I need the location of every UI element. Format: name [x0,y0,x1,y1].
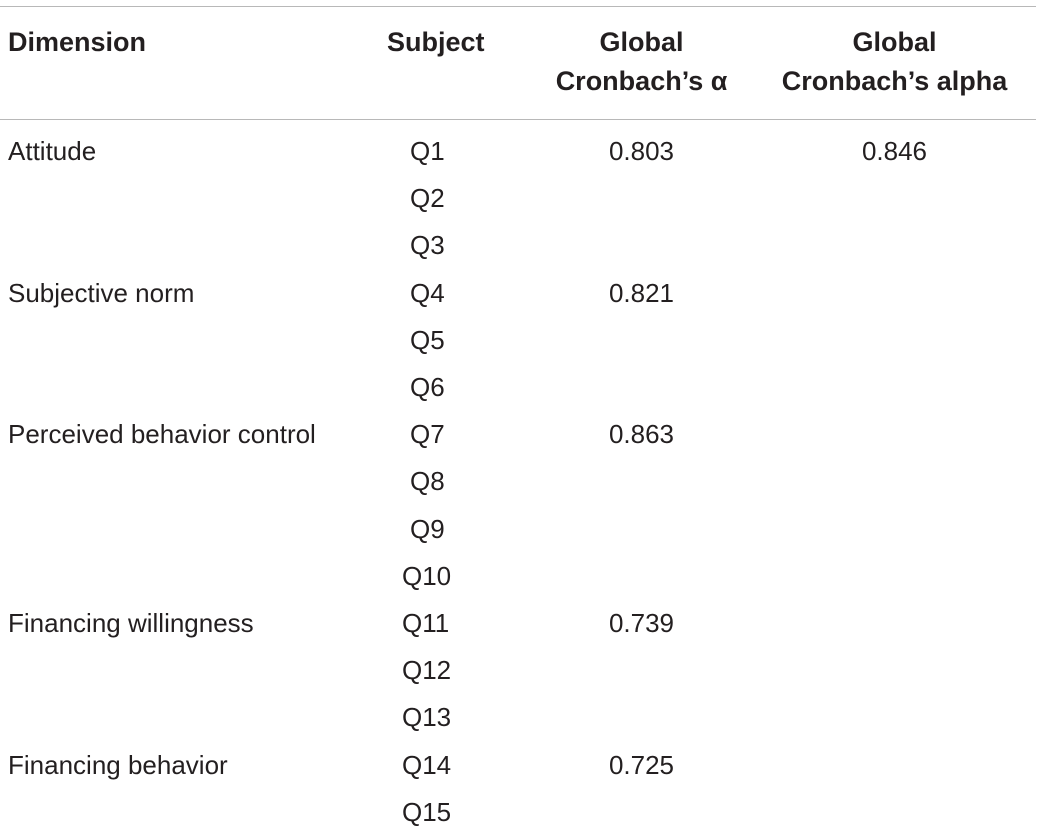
subject-cell: Q15 [402,796,452,827]
global-cronbach-alpha-symbol-cell: 0.739 [608,607,675,638]
table-row [0,120,1036,176]
table-row [0,317,1036,364]
table-row [0,270,1036,317]
dimension-cell: Perceived behavior control [8,419,316,450]
subject-cell: Q5 [410,324,445,355]
table-row [0,694,1036,741]
global-cronbach-alpha-symbol-cell [510,553,753,600]
global-cronbach-alpha-symbol-cell [510,364,753,411]
global-cronbach-alpha-symbol-cell [510,506,753,553]
global-cronbach-alpha-cell [753,222,1036,269]
global-cronbach-alpha-cell [753,647,1036,694]
global-cronbach-alpha-cell [753,317,1036,364]
global-cronbach-alpha-cell [753,411,1036,458]
dimension-cell: Financing willingness [8,607,254,638]
dimension-cell [0,506,370,553]
dimension-cell: Financing behavior [8,749,228,780]
global-cronbach-alpha-cell [753,270,1036,317]
global-cronbach-alpha-cell [753,553,1036,600]
reliability-table [0,6,1036,836]
global-cronbach-alpha-symbol-cell [510,789,753,836]
table-row [0,175,1036,222]
subject-cell: Q7 [410,419,445,450]
subject-cell: Q9 [410,513,445,544]
global-cronbach-alpha-cell [753,600,1036,647]
table-body [0,120,1036,836]
global-cronbach-alpha-symbol-cell: 0.863 [608,419,675,450]
global-cronbach-alpha-cell [753,364,1036,411]
dimension-cell: Subjective norm [8,277,195,308]
dimension-cell: Attitude [8,136,97,167]
table-row [0,364,1036,411]
table-row [0,647,1036,694]
subject-cell: Q1 [410,136,445,167]
reliability-table-container [0,6,1036,836]
table-row [0,600,1036,647]
global-cronbach-alpha-symbol-cell [510,694,753,741]
header-subject: Subject [387,27,485,57]
subject-cell: Q2 [410,183,445,214]
subject-cell: Q6 [410,372,445,403]
global-cronbach-alpha-symbol-cell [510,222,753,269]
subject-cell: Q3 [410,230,445,261]
subject-cell: Q4 [410,277,445,308]
dimension-cell [0,175,370,222]
global-cronbach-alpha-cell [753,506,1036,553]
header-global-cronbach-alpha-symbol: Global Cronbach’s α [555,27,728,96]
global-cronbach-alpha-cell: 0.846 [861,136,928,167]
dimension-cell [0,789,370,836]
global-cronbach-alpha-symbol-cell: 0.821 [608,277,675,308]
subject-cell: Q11 [402,607,450,638]
header-dimension: Dimension [8,27,147,57]
table-row [0,222,1036,269]
global-cronbach-alpha-cell [753,694,1036,741]
dimension-cell [0,694,370,741]
global-cronbach-alpha-symbol-cell: 0.803 [608,136,675,167]
dimension-cell [0,647,370,694]
dimension-cell [0,364,370,411]
table-row [0,741,1036,788]
global-cronbach-alpha-cell [753,789,1036,836]
header-row [0,7,1036,120]
table-row [0,789,1036,836]
dimension-cell [0,222,370,269]
table-row [0,411,1036,458]
subject-cell: Q13 [402,702,452,733]
global-cronbach-alpha-symbol-cell: 0.725 [608,749,675,780]
dimension-cell [0,553,370,600]
global-cronbach-alpha-cell [753,175,1036,222]
table-row [0,506,1036,553]
global-cronbach-alpha-cell [753,458,1036,505]
subject-cell: Q10 [402,560,452,591]
dimension-cell [0,458,370,505]
dimension-cell [0,317,370,364]
header-global-cronbach-alpha: Global Cronbach’s alpha [781,27,1008,96]
global-cronbach-alpha-cell [753,741,1036,788]
global-cronbach-alpha-symbol-cell [510,175,753,222]
table-row [0,553,1036,600]
global-cronbach-alpha-symbol-cell [510,647,753,694]
subject-cell: Q8 [410,466,445,497]
table-row [0,458,1036,505]
global-cronbach-alpha-symbol-cell [510,458,753,505]
subject-cell: Q14 [402,749,452,780]
table-header [0,7,1036,120]
global-cronbach-alpha-symbol-cell [510,317,753,364]
subject-cell: Q12 [402,655,452,686]
